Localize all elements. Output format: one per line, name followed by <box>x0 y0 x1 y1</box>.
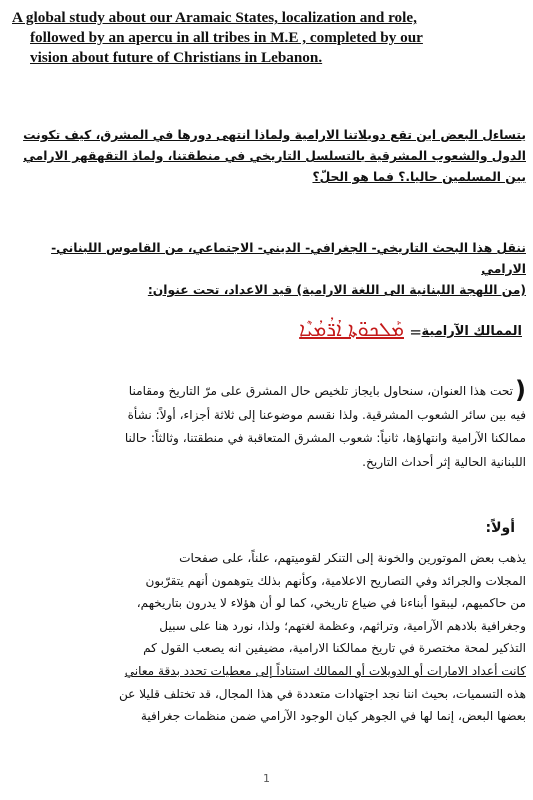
intro-paragraph <box>8 376 526 474</box>
intro-line-3: ممالكنا الآرامية وانتهاؤها، ثانياً: شعوب المشرق المتعاقبة في منطقتنا، وثالثاً: حالنا <box>124 431 526 445</box>
arabic-question-line-2: الدول والشعوب المشرقية بالتسلسل التاريخي في منطقتنا، ولماذ التقهقهر الارامي <box>23 149 526 163</box>
intro-line-4: اللبنانية الحالية إثر أحداث التاريخ. <box>362 454 526 469</box>
first-section-paragraph <box>8 547 526 728</box>
kingdoms-label: الممالك الآرامية <box>421 324 522 339</box>
arabic-transfer-line-1: ننقل هذا البحث التاريخي- الجغرافي- الديني- الاجتماعي، من القاموس اللبناني- الارامي <box>51 241 526 276</box>
english-title <box>12 8 524 68</box>
english-title-line-2: followed by an apercu in all tribes in M.E , completed by our <box>30 29 423 46</box>
body-line-4: وجغرافية بلادهم الآرامية، وتراثهم، وعظمة لغتهم؛ ولذا، نورد هنا على سبيل <box>159 618 526 633</box>
body-line-2: المجلات والجرائد وفي التصاريح الاعلامية، وكأنهم بذلك يتوهمون أنهم يتقرّبون <box>145 573 526 588</box>
arabic-transfer-line-2: (من اللهجة اللبنانية الى اللغة الارامية) قيد الاعداد، تحت عنوان: <box>147 283 526 297</box>
body-line-6: كانت أعداد الامارات أو الدويلات أو الممالك استناداً إلى معطيات تحدد بدقة معاني <box>124 663 526 678</box>
english-title-line-1: A global study about our Aramaic States, localization and role, <box>12 9 417 26</box>
aramaic-kingdoms-title <box>10 315 522 349</box>
arabic-transfer-paragraph <box>8 238 526 301</box>
page-number: 1 <box>263 772 270 785</box>
english-title-line-3: vision about future of Christians in Lebanon. <box>30 49 323 66</box>
body-line-5: التذكير لمحة مختصرة في تاريخ ممالكنا الارامية، مضيفين انه يصعب القول كم <box>143 641 526 656</box>
body-line-8: بعضها البعض، إنما لها في الجوهر كيان الوجود الآرامي ضمن منظمات جغرافية <box>140 709 526 724</box>
intro-line-2: فيه بين سائر الشعوب المشرقية. ولذا نقسم موضوعنا إلى ثلاثة أجزاء، أولاً: نشأة <box>127 407 526 422</box>
intro-line-1 <box>8 376 526 404</box>
open-parenthesis: ( <box>515 376 526 404</box>
body-line-7: هذه التسميات، بحيث اننا نجد اجتهادات متعددة في هذا المجال، قد تختلف قليلا عن <box>118 686 526 701</box>
arabic-question-line-3: بين المسلمين حاليا.؟ فما هو الحلّ؟ <box>312 170 526 184</box>
body-line-3: من حاكميهم، ليبقوا أبناءنا في ضياع تاريخي، كما لو أن هؤلاء لا يدرون بتاريخهم، <box>136 596 526 611</box>
syriac-title: ܡܰܠܟܘ̈ܬܐ ܐܳܪ̈ܳܡܳܝܶܐ <box>299 317 404 341</box>
arabic-question-paragraph <box>8 125 526 188</box>
body-line-1: يذهب بعض الموتورين والخونة إلى التنكر لقوميتهم، علناً، على صفحات <box>179 551 526 565</box>
section-heading-first: أولاً: <box>485 520 515 536</box>
intro-line-1-text: تحت هذا العنوان، سنحاول بايجاز تلخيص حال المشرق على مرّ التاريخ ومقامنا <box>128 384 514 398</box>
equals-sign: = <box>409 323 422 341</box>
arabic-question-line-1: يتساءل البعض اين تقع دويلاتنا الارامية ولماذا انتهى دورها في المشرق، كيف تكونت <box>23 128 526 142</box>
